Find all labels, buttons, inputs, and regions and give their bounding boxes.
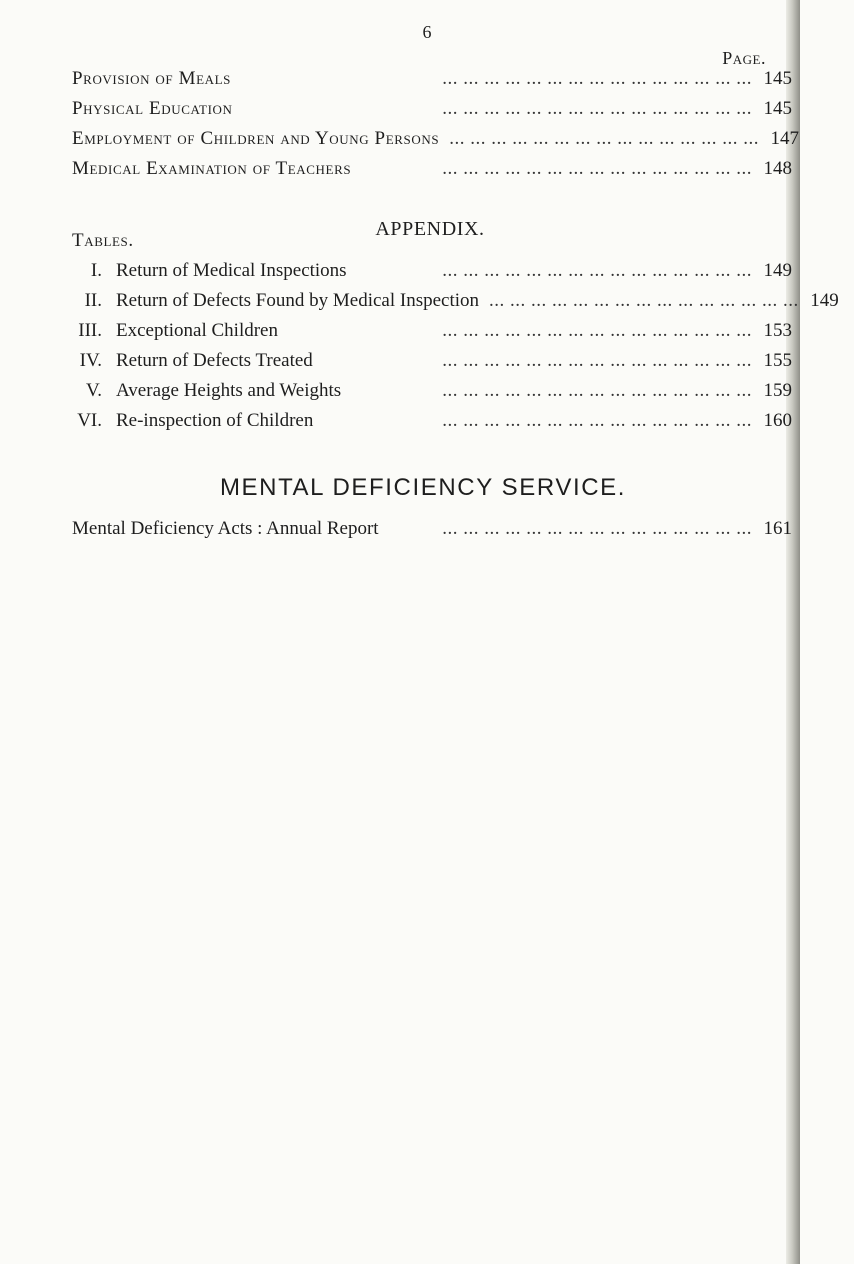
entry-page: 148 xyxy=(763,158,792,179)
appendix-entry-table-3[interactable] xyxy=(52,320,792,342)
table-numeral: III. xyxy=(78,320,102,341)
entry-page: 145 xyxy=(763,98,792,119)
entry-page: 145 xyxy=(763,68,792,89)
contents-entry-physical-education[interactable] xyxy=(72,98,792,120)
appendix-entry-table-2[interactable] xyxy=(52,290,839,312)
entry-page: 160 xyxy=(763,410,792,431)
mental-deficiency-heading: MENTAL DEFICIENCY SERVICE. xyxy=(219,474,627,501)
page-edge-shadow xyxy=(786,0,800,1264)
entry-title: Average Heights and Weights xyxy=(116,380,342,401)
appendix-entry-table-4[interactable] xyxy=(52,350,792,372)
entry-title: Return of Medical Inspections xyxy=(116,260,347,281)
contents-entry-medical-examination-of-teachers[interactable] xyxy=(72,158,792,180)
table-numeral: II. xyxy=(84,290,102,311)
appendix-entry-table-1[interactable] xyxy=(52,260,792,282)
entry-page: 153 xyxy=(763,320,792,341)
table-numeral: V. xyxy=(85,380,102,401)
table-numeral: IV. xyxy=(79,350,102,371)
appendix-heading: APPENDIX. xyxy=(375,218,485,240)
leader-dots: ... ... ... ... ... ... ... ... ... ... ... ... ... ... ... xyxy=(442,68,752,89)
entry-title: Mental Deficiency Acts : Annual Report xyxy=(72,518,379,539)
leader-dots: ... ... ... ... ... ... ... ... ... ... ... ... ... ... ... xyxy=(442,260,752,281)
entry-title: Return of Defects Found by Medical Inspection xyxy=(116,290,480,311)
table-numeral: I. xyxy=(90,260,102,281)
entry-title: Provision of Meals xyxy=(72,68,231,89)
leader-dots: ... ... ... ... ... ... ... ... ... ... ... ... ... ... ... xyxy=(442,320,752,341)
leader-dots: ... ... ... ... ... ... ... ... ... ... ... ... ... ... ... xyxy=(442,350,752,371)
leader-dots: ... ... ... ... ... ... ... ... ... ... ... ... ... ... ... xyxy=(442,98,752,119)
entry-title: Medical Examination of Teachers xyxy=(72,158,352,179)
leader-dots: ... ... ... ... ... ... ... ... ... ... ... ... ... ... ... xyxy=(442,380,752,401)
appendix-entry-table-5[interactable] xyxy=(52,380,792,402)
entry-page: 147 xyxy=(770,128,799,149)
tables-label: Tables. xyxy=(72,230,134,251)
leader-dots: ... ... ... ... ... ... ... ... ... ... ... ... ... ... ... xyxy=(449,128,759,149)
table-numeral: VI. xyxy=(77,410,102,431)
entry-title: Employment of Children and Young Persons xyxy=(72,128,440,149)
leader-dots: ... ... ... ... ... ... ... ... ... ... ... ... ... ... ... xyxy=(489,290,799,311)
entry-title: Re-inspection of Children xyxy=(116,410,314,431)
appendix-entry-table-6[interactable] xyxy=(52,410,792,432)
leader-dots: ... ... ... ... ... ... ... ... ... ... ... ... ... ... ... xyxy=(442,158,752,179)
contents-entry-mental-deficiency-acts[interactable] xyxy=(72,518,792,540)
entry-page: 159 xyxy=(763,380,792,401)
entry-page: 155 xyxy=(763,350,792,371)
entry-title: Return of Defects Treated xyxy=(116,350,313,371)
entry-title: Exceptional Children xyxy=(116,320,278,341)
page-column-label: Page. xyxy=(722,48,766,68)
contents-entry-employment-of-children[interactable] xyxy=(72,128,799,150)
entry-page: 149 xyxy=(810,290,839,311)
entry-title: Physical Education xyxy=(72,98,233,119)
page-number: 6 xyxy=(422,22,432,42)
contents-entry-provision-of-meals[interactable] xyxy=(72,68,792,90)
entry-page: 149 xyxy=(763,260,792,281)
leader-dots: ... ... ... ... ... ... ... ... ... ... ... ... ... ... ... xyxy=(442,518,752,539)
entry-page: 161 xyxy=(763,518,792,539)
leader-dots: ... ... ... ... ... ... ... ... ... ... ... ... ... ... ... xyxy=(442,410,752,431)
